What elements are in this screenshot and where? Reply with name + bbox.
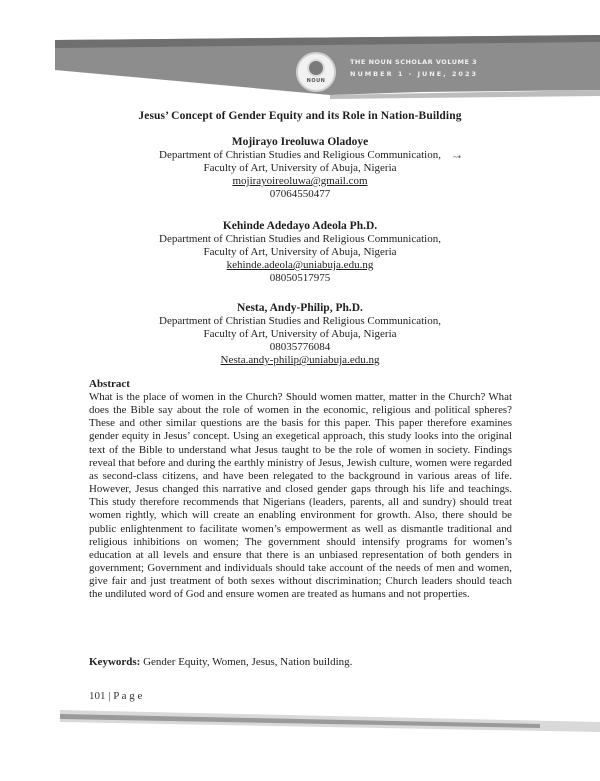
logo-text: NOUN [306,78,326,84]
author-faculty: Faculty of Art, University of Abuja, Nigeria [203,246,397,258]
author-block-1 [0,136,600,201]
paper-title: Jesus’ Concept of Gender Equity and its Role in Nation-Building [138,110,462,122]
author-email[interactable]: mojirayoireoluwa@gmail.com [232,175,368,187]
footer-band [0,700,600,776]
author-name: Nesta, Andy-Philip, Ph.D. [237,302,363,314]
author-email[interactable]: Nesta.andy-philip@uniabuja.edu.ng [220,354,380,366]
keywords-text: Gender Equity, Women, Jesus, Nation building. [143,656,353,668]
logo-emblem-icon [307,59,325,77]
author-phone: 08050517975 [269,272,331,284]
author-phone: 07064550477 [269,188,331,200]
keywords-label: Keywords: [89,656,141,668]
author-department: Department of Christian Studies and Religious Communication, [159,233,441,245]
journal-banner [0,0,600,110]
author-block-2 [0,220,600,285]
author-block-3 [0,302,600,367]
journal-name: THE NOUN SCHOLAR VOLUME 3 [350,58,478,66]
author-faculty: Faculty of Art, University of Abuja, Nigeria [203,162,397,174]
keywords-line [89,656,519,668]
author-faculty: Faculty of Art, University of Abuja, Nigeria [203,328,397,340]
author-phone: 08035776084 [269,341,331,353]
abstract-heading: Abstract [89,378,130,390]
author-name: Mojirayo Ireoluwa Oladoye [231,136,369,148]
journal-issue: NUMBER 1 - JUNE, 2023 [350,70,478,78]
banner-shape [0,0,600,110]
author-email[interactable]: kehinde.adeola@uniabuja.edu.ng [226,259,374,271]
pen-mark-icon: ~• [453,152,462,162]
author-name: Kehinde Adedayo Adeola Ph.D. [222,220,378,232]
author-department: Department of Christian Studies and Religious Communication, [159,315,441,327]
journal-logo [296,52,336,92]
author-department: Department of Christian Studies and Religious Communication, [159,149,441,161]
footer-band-shape [0,700,600,776]
page-number: 101 | P a g e [89,690,143,702]
abstract-body: What is the place of women in the Church? Should women matter, matter in the Church? What does the Bible say about the role of women in the economic, religious and political spheres? These and other similar questions are the basis for this paper. This paper therefore examines gender equity in Jesus’ concept. Using an exegetical approach, this study looks into the original text of the Bible to understand what Jesus taught to be the role of women in society. Findings reveal that before and during the earthly ministry of Jesus, Jewish culture, women were regarded as second-class citizens, and have been relegated to the background in various areas of life. However, Jesus changed this narrative and closed gender gaps through his life and teachings. This study therefore recommends that Nigerians (leaders, parents, all and sundry) should treat women rightly, which will create an enabling environment for growth. Also, there should be public enlightenment to facilitate women’s empowerment as well as dismantle traditional and religious inhibitions on women; The government should intensify programs for women’s education at all levels and ensure that there is an unbiased representation of both genders in government; Government and individuals should take account of the needs of men and women, give fair and just treatment of both sexes without discrimination; Church leaders should teach the undiluted word of God and ensure women are treated as humans and not properties. [89,391,512,601]
